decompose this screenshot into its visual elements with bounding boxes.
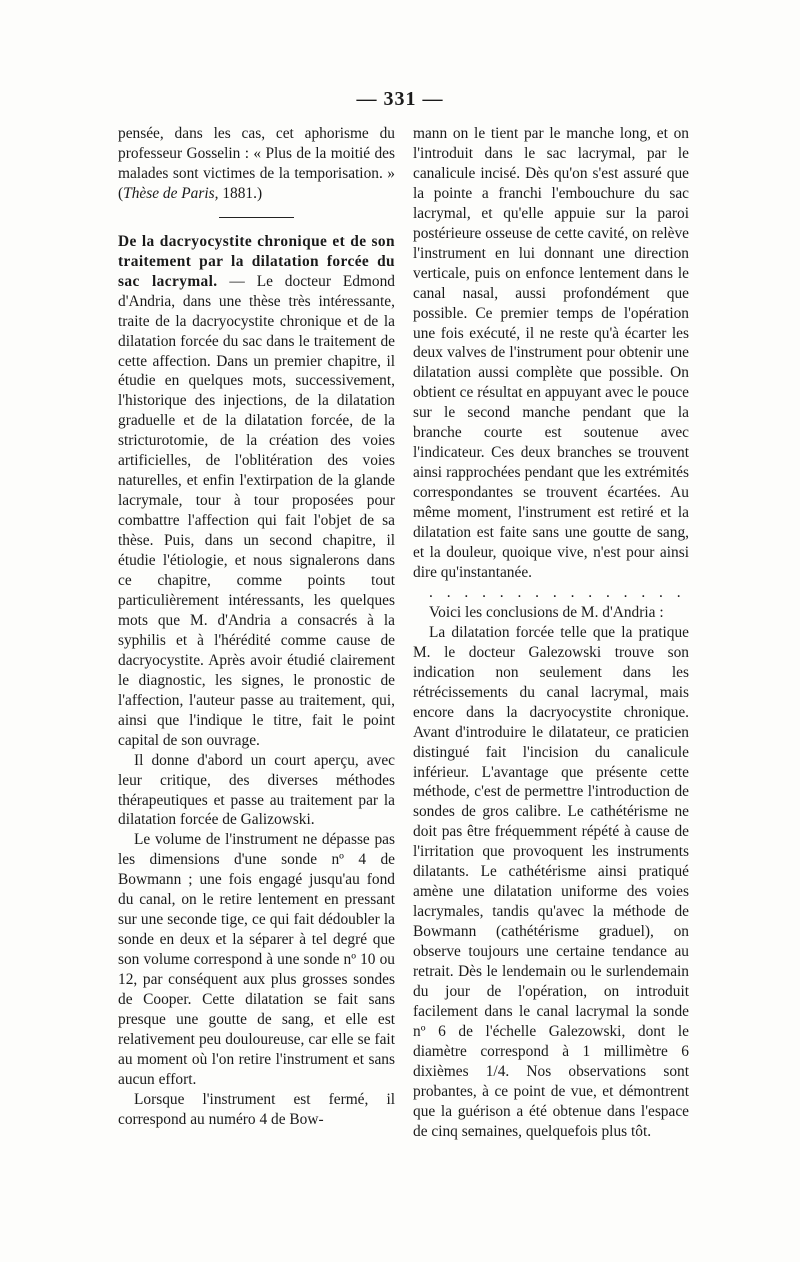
left-p1-text: pensée, dans les cas, cet aphorisme du professeur Gosselin : « Plus de la moitié des malades sont victimes de la temporisation. » ( xyxy=(118,125,395,202)
right-paragraph-3: La dilatation forcée telle que la pratique M. le docteur Galezowski trouve son indication non seulement dans les rétrécissements du canal lacrymal, mais encore dans la dacryocystite chronique. Avant d'introduire le dilatateur, ce praticien distingué fait l'incision du canalicule inférieur. L'avantage que présente cette méthode, c'est de permettre l'introduction de sondes de gros calibre. Le cathétérisme ne doit pas être fréquemment répété à cause de l'irritation que provoquent les instruments dilatants. Le cathétérisme ainsi pratiqué amène une dilatation uniforme des voies lacrymales, tandis qu'avec la méthode de Bowmann (cathétérisme graduel), on observe toujours une certaine tendance au retrait. Dès le lendemain ou le surlendemain du jour de l'opération, on introduit facilement dans le canal lacrymal la sonde nº 6 de l'échelle Galezowski, dont le diamètre correspond à 1 millimètre 6 dixièmes 1/4. Nos observations sont probantes, à ce point de vue, et démontrent que la guérison a été obtenue dans l'espace de cinq semaines, quelquefois plus tôt. xyxy=(413,623,689,1140)
left-p2-text: — Le docteur Edmond d'Andria, dans une thèse très intéressante, traite de la dacryocystite chronique et de la dilatation forcée du sac dans le traitement de cette affection. Dans un premier chapitre, il étudie en quelques mots, successivement, l'historique des injections, de la dilatation graduelle et de la dilatation forcée, de la stricturotomie, de la création des voies artificielles, de l'oblitération des voies naturelles, et enfin l'extirpation de la glande lacrymale, tour à tour proposées pour combattre l'affection qui fait l'objet de sa thèse. Puis, dans un second chapitre, il étudie l'étiologie, et nous signalerons dans ce chapitre, comme points tout particulièrement intéressants, les quelques mots que M. d'Andria a consacrés à la syphilis et à l'hérédité comme cause de dacryocystite. Après avoir étudié clairement le diagnostic, les signes, le pronostic de l'affection, l'auteur passe au traitement, qui, ainsi que l'indique le titre, fait le point capital de son ouvrage. xyxy=(118,272,395,749)
left-paragraph-5: Lorsque l'instrument est fermé, il correspond au numéro 4 de Bow- xyxy=(118,1090,395,1128)
left-paragraph-4: Le volume de l'instrument ne dépasse pas les dimensions d'une sonde nº 4 de Bowmann ; une fois engagé jusqu'au fond du canal, on le retire lentement en pressant sur une seconde tige, ce qui fait dédoubler la sonde en deux et la séparer à tel degré que son volume correspond à une sonde nº 10 ou 12, par conséquent aux plus grosses sondes de Cooper. Cette dilatation se fait sans presque une goutte de sang, et elle est relativement peu douloureuse, car elle se fait au moment où l'on retire l'instrument et sans aucun effort. xyxy=(118,831,395,1088)
right-column xyxy=(413,124,689,1142)
page-number: — 331 — xyxy=(356,88,444,110)
section-divider xyxy=(219,217,294,218)
right-paragraph-1: mann on le tient par le manche long, et on l'introduit dans le sac lacrymal, par le canalicule incisé. Dès qu'on s'est assuré que la pointe a franchi l'embouchure du sac lacrymal, et qu'elle appuie sur la paroi postérieure osseuse de cette cavité, on relève l'instrument en lui donnant une direction verticale, puis on enfonce lentement dans le canal nasal, aussi profondément que possible. Ce premier temps de l'opération une fois exécuté, il ne reste qu'à écarter les deux valves de l'instrument pour obtenir une dilatation aussi complète que possible. On obtient ce résultat en appuyant avec le pouce sur le second manche pendant que la branche courte est soutenue avec l'indicateur. Ces deux branches se trouvent ainsi rapprochées pendant que les extrémités correspondantes se trouvent écartées. Au même moment, l'instrument est retiré et la dilatation est faite sans une goutte de sang, et la douleur, quoique vive, n'est pour ainsi dire qu'instantanée. xyxy=(413,125,689,581)
right-paragraph-2: Voici les conclusions de M. d'Andria : xyxy=(429,603,664,621)
left-paragraph-2 xyxy=(118,232,395,751)
left-paragraph-3: Il donne d'abord un court aperçu, avec leur critique, des diverses méthodes thérapeutiques et passe au traitement par la dilatation forcée de Galizowski. xyxy=(118,751,395,829)
left-p1-end: 1881.) xyxy=(218,184,263,202)
thesis-citation: Thèse de Paris, xyxy=(123,184,219,202)
left-paragraph-1 xyxy=(118,124,395,204)
article-heading: De la dacryocystite chronique et de son traitement par la dilatation forcée du sac lacrymal. xyxy=(118,232,395,290)
left-column xyxy=(118,124,395,1130)
ellipsis-dots: . . . . . . . . . . . . . . . xyxy=(429,583,686,601)
